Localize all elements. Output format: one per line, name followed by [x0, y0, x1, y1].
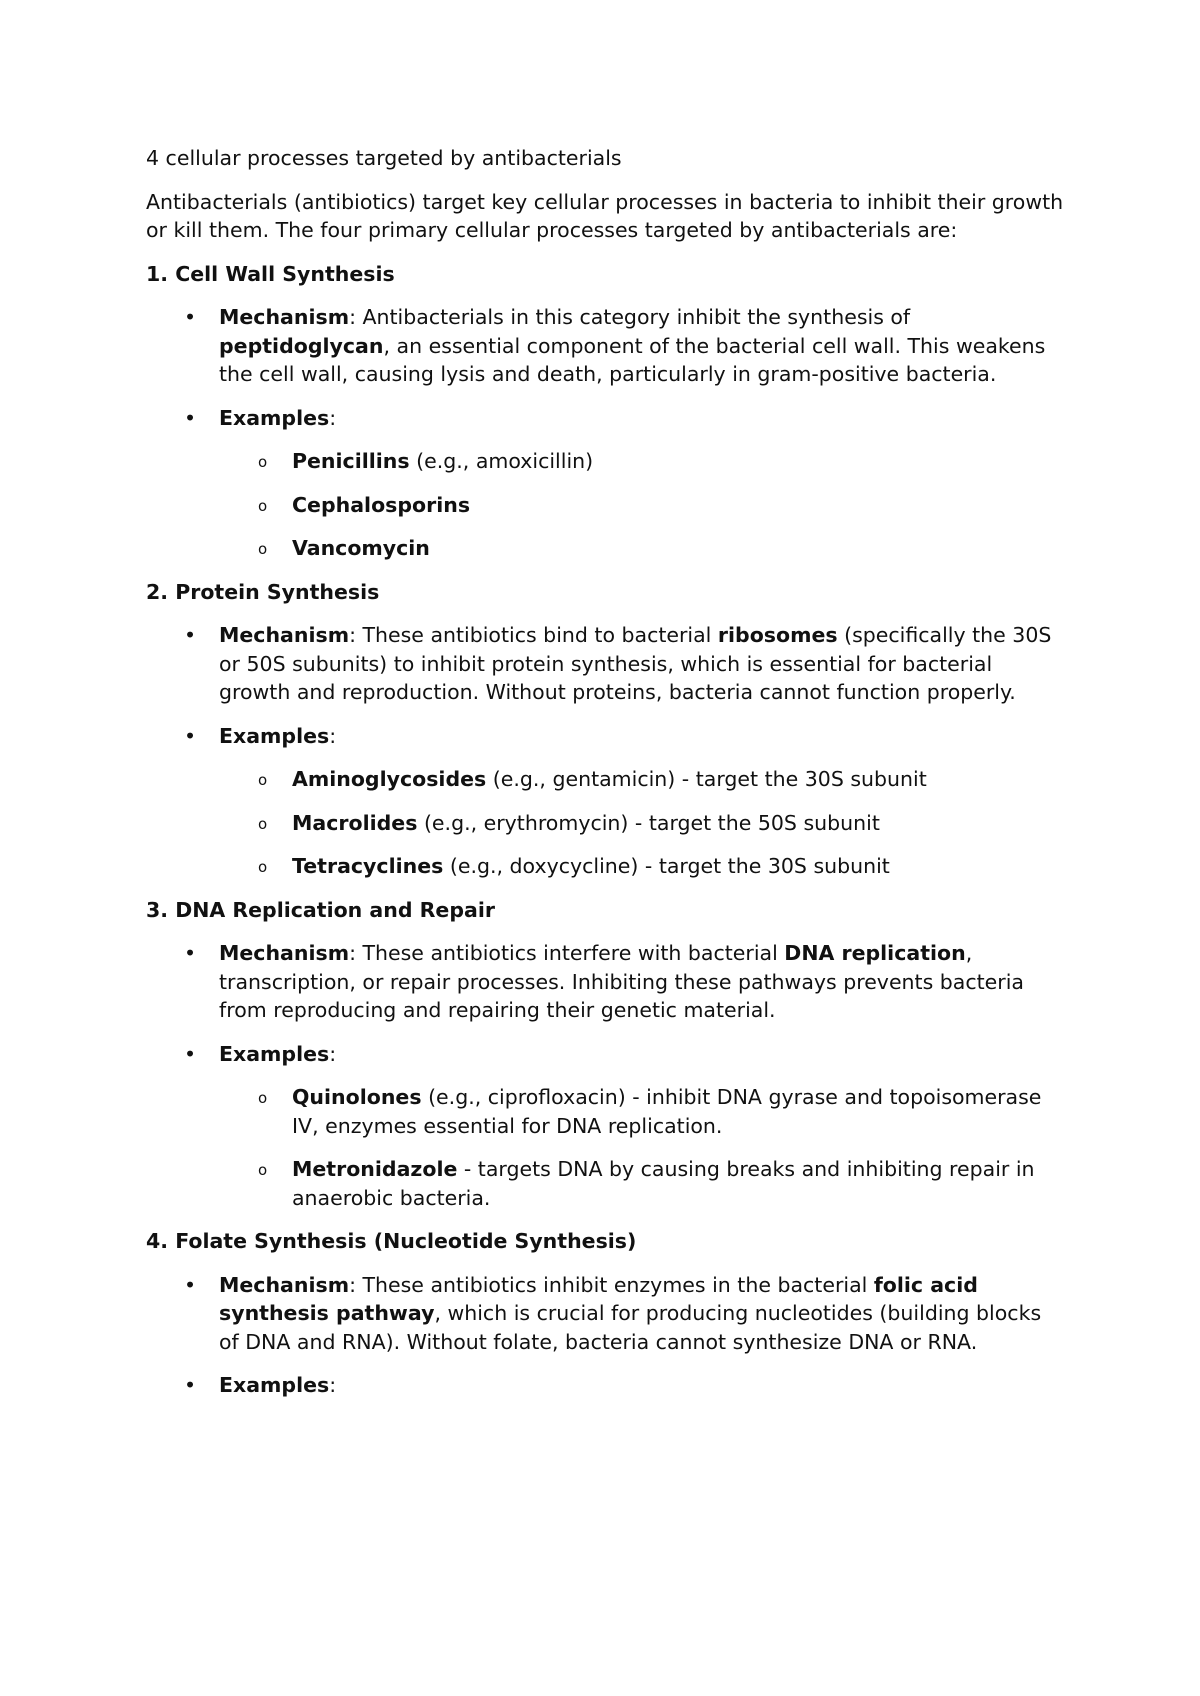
- bullet-list: [146, 621, 1066, 750]
- example-detail: (e.g., erythromycin) - target the 50S subunit: [417, 810, 880, 835]
- examples-item: [146, 404, 1066, 433]
- section-2: [146, 578, 1066, 881]
- mechanism-item: [146, 1271, 1066, 1357]
- example-detail: (e.g., doxycycline) - target the 30S subunit: [443, 854, 890, 878]
- mechanism-segment: : These antibiotics inhibit enzymes in the bacterial: [349, 1272, 874, 1297]
- examples-label: Examples: [219, 405, 330, 430]
- section-4: [146, 1227, 1066, 1400]
- example-detail: (e.g., ciprofloxacin) - inhibit DNA gyrase and topoisomerase IV, enzymes essential for DNA replication.: [292, 1085, 1042, 1138]
- bullet-icon: •: [184, 1041, 197, 1066]
- mechanism-label: Mechanism: [219, 1272, 350, 1297]
- example-text: [292, 1083, 1066, 1140]
- example-list: [146, 765, 1066, 881]
- key-term: folic acid synthesis pathway: [219, 1272, 978, 1325]
- bullet-icon: •: [184, 405, 197, 430]
- example-item: [146, 534, 1066, 563]
- bullet-list: [146, 303, 1066, 432]
- key-term: peptidoglycan: [219, 333, 384, 358]
- mechanism-text: [219, 621, 1066, 707]
- section-heading: 2. Protein Synthesis: [146, 579, 380, 604]
- examples-item: [146, 1040, 1066, 1069]
- examples-label-line: [219, 1371, 1066, 1400]
- example-detail: (e.g., amoxicillin): [409, 449, 594, 473]
- example-item: [146, 1083, 1066, 1140]
- example-item: [146, 447, 1066, 476]
- example-text: [292, 447, 1066, 476]
- example-text: [292, 765, 1066, 794]
- document-title: 4 cellular processes targeted by antibacterials: [146, 146, 622, 170]
- example-list: [146, 447, 1066, 563]
- document-body: [146, 144, 1066, 1415]
- examples-colon: :: [329, 1041, 337, 1066]
- sub-bullet-icon: o: [258, 496, 268, 515]
- example-drug-name: Penicillins: [292, 449, 410, 473]
- sub-bullet-icon: o: [258, 453, 268, 471]
- example-text: [292, 1155, 1066, 1212]
- example-detail: (e.g., gentamicin) - target the 30S subunit: [486, 767, 927, 791]
- bullet-icon: •: [184, 305, 197, 329]
- mechanism-text: [219, 1271, 1066, 1357]
- examples-item: [146, 1371, 1066, 1400]
- bullet-list: [146, 939, 1066, 1068]
- mechanism-segment: , transcription, or repair processes. Inhibiting these pathways prevents bacteria from reproducing and repairing their genetic material.: [219, 941, 1024, 1022]
- examples-label: Examples: [219, 1041, 330, 1066]
- section-heading: 3. DNA Replication and Repair: [146, 897, 495, 922]
- sub-bullet-icon: o: [258, 1161, 268, 1179]
- examples-label: Examples: [219, 723, 330, 748]
- key-term: DNA replication: [784, 941, 966, 965]
- sub-bullet-icon: o: [258, 1089, 268, 1107]
- examples-colon: :: [329, 1373, 337, 1397]
- example-drug-name: Vancomycin: [292, 536, 430, 560]
- examples-colon: :: [329, 405, 337, 430]
- bullet-icon: •: [184, 623, 197, 647]
- example-item: [146, 809, 1066, 838]
- mechanism-segment: , which is crucial for producing nucleotides (building blocks of DNA and RNA). Without folate, bacteria cannot synthesize DNA or RNA.: [219, 1301, 1042, 1354]
- example-drug-name: Quinolones: [292, 1085, 422, 1109]
- example-text: [292, 491, 1066, 520]
- bullet-icon: •: [184, 723, 197, 748]
- mechanism-label: Mechanism: [219, 941, 350, 965]
- example-drug-name: Tetracyclines: [292, 854, 444, 878]
- section-heading: 1. Cell Wall Synthesis: [146, 261, 395, 286]
- examples-label-line: [219, 1040, 1066, 1069]
- example-item: [146, 1155, 1066, 1212]
- examples-label-line: [219, 722, 1066, 751]
- intro-paragraph: Antibacterials (antibiotics) target key cellular processes in bacteria to inhibit their growth or kill them. The four primary cellular processes targeted by antibacterials are:: [146, 189, 1064, 242]
- example-drug-name: Metronidazole: [292, 1157, 458, 1181]
- section-heading: 4. Folate Synthesis (Nucleotide Synthesis): [146, 1229, 637, 1253]
- mechanism-segment: : Antibacterials in this category inhibit the synthesis of: [349, 305, 911, 329]
- sub-bullet-icon: o: [258, 814, 268, 833]
- bullet-icon: •: [184, 1272, 197, 1297]
- mechanism-item: [146, 621, 1066, 707]
- examples-label: Examples: [219, 1373, 330, 1397]
- sections-container: [146, 260, 1066, 1400]
- examples-colon: :: [329, 723, 337, 748]
- sub-bullet-icon: o: [258, 858, 268, 876]
- mechanism-item: [146, 939, 1066, 1025]
- example-item: [146, 852, 1066, 881]
- section-1: [146, 260, 1066, 563]
- bullet-list: [146, 1271, 1066, 1400]
- examples-item: [146, 722, 1066, 751]
- example-drug-name: Aminoglycosides: [292, 767, 487, 791]
- examples-label-line: [219, 404, 1066, 433]
- sub-bullet-icon: o: [258, 771, 268, 789]
- example-drug-name: Cephalosporins: [292, 492, 471, 517]
- mechanism-label: Mechanism: [219, 623, 350, 647]
- mechanism-segment: : These antibiotics bind to bacterial: [349, 623, 718, 647]
- example-text: [292, 534, 1066, 563]
- mechanism-label: Mechanism: [219, 305, 350, 329]
- example-drug-name: Macrolides: [292, 810, 418, 835]
- mechanism-segment: : These antibiotics interfere with bacterial: [349, 941, 785, 965]
- example-text: [292, 852, 1066, 881]
- mechanism-text: [219, 939, 1066, 1025]
- example-text: [292, 809, 1066, 838]
- bullet-icon: •: [184, 941, 197, 965]
- example-list: [146, 1083, 1066, 1212]
- mechanism-segment: (specifically the 30S or 50S subunits) to inhibit protein synthesis, which is essential for bacterial growth and reproduction. Without proteins, bacteria cannot function properly.: [219, 623, 1052, 704]
- section-3: [146, 896, 1066, 1213]
- bullet-icon: •: [184, 1373, 197, 1397]
- mechanism-segment: , an essential component of the bacterial cell wall. This weakens the cell wall, causing lysis and death, particularly in gram-positive bacteria.: [219, 333, 1046, 386]
- key-term: ribosomes: [717, 623, 838, 647]
- mechanism-text: [219, 303, 1066, 389]
- sub-bullet-icon: o: [258, 540, 268, 558]
- example-item: [146, 765, 1066, 794]
- mechanism-item: [146, 303, 1066, 389]
- example-detail: - targets DNA by causing breaks and inhibiting repair in anaerobic bacteria.: [292, 1157, 1035, 1210]
- example-item: [146, 491, 1066, 520]
